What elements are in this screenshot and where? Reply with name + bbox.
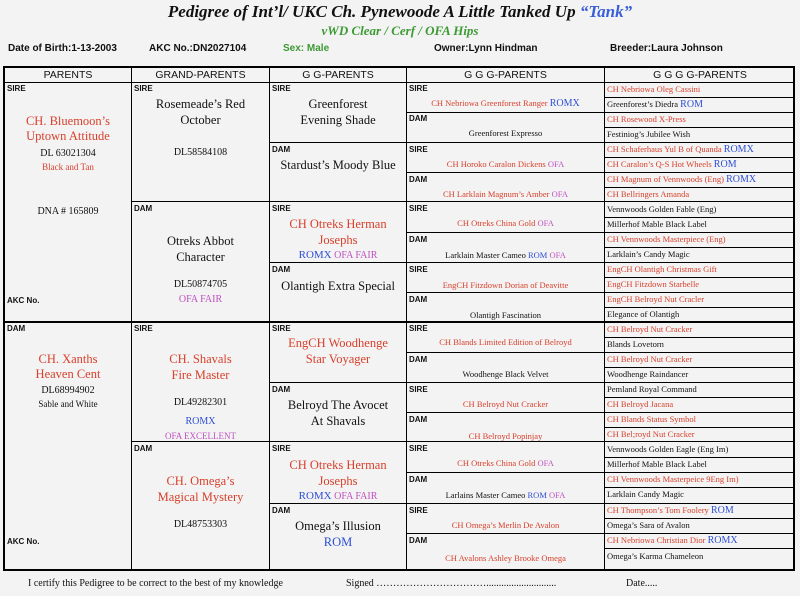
gggg26-name: Millerhof Mable Black Label <box>607 459 707 469</box>
ggg5-label: SIRE <box>409 204 428 213</box>
gggg9-name: Vennwoods Golden Fable (Eng) <box>607 204 717 214</box>
gp-sd-name-line1: Otreks Abbot <box>166 234 234 248</box>
ggg1 <box>407 98 604 109</box>
gggg14-name: EngCH Fitzdown Starbelle <box>607 279 700 289</box>
ggg4-cert: OFA <box>551 189 568 199</box>
ggg3 <box>407 159 604 169</box>
gggg6-cert: ROM <box>713 159 737 170</box>
ggg11-label: SIRE <box>409 385 428 394</box>
gggg7-cert: ROMX <box>726 174 757 185</box>
ggg7-name: EngCH Fitzdown Dorian of Deavitte <box>442 280 569 290</box>
ggg4-name: CH Larklain Magnum’s Amber <box>443 189 550 199</box>
ggg15-name: CH Omega’s Merlin De Avalon <box>451 520 560 530</box>
dam-name-line2: Heaven Cent <box>35 367 101 381</box>
ggg8-label: DAM <box>409 295 428 304</box>
gg8-name: Omega’s Illusion <box>295 519 381 533</box>
gggg8-name: CH Bellringers Amanda <box>607 189 690 199</box>
gggg32-name: Omega’s Karma Chameleon <box>607 551 704 561</box>
gggg20-name: Woodhenge Raindancer <box>607 369 689 379</box>
gp-sd-label: DAM <box>134 204 153 213</box>
gggg6-name: CH Caralon’s Q-S Hot Wheels <box>607 159 712 169</box>
ggg3-cert: OFA <box>547 159 565 169</box>
ggg13-name: CH Otreks China Gold <box>457 458 536 468</box>
ggg16-name: CH Avalons Ashley Brooke Omega <box>445 553 566 563</box>
gg6-name-line2: At Shavals <box>310 414 366 428</box>
dam-akc-label: AKC No. <box>7 537 40 546</box>
gggg31-cert: ROMX <box>707 535 738 546</box>
gggg31 <box>607 535 795 546</box>
gp-dd-name-line1: CH. Omega’s <box>166 474 235 488</box>
ggg10-name: Woodhenge Black Velvet <box>462 369 549 379</box>
gggg28-name: Larklain Candy Magic <box>607 489 684 499</box>
column-header-gg-parents: G G-PARENTS <box>302 69 374 81</box>
ggg5-name: CH Otreks China Gold <box>457 218 536 228</box>
gg3-cert-ofa: OFA FAIR <box>334 250 378 261</box>
gggg21-name: Pemland Royal Command <box>607 384 697 394</box>
gggg31-name: CH Nebriowa Christian Dior <box>607 535 706 545</box>
ggg7-label: SIRE <box>409 265 428 274</box>
column-header-grandparents: GRAND-PARENTS <box>155 69 246 81</box>
gp-ds-registration: DL49282301 <box>173 397 228 408</box>
gg3-name-line1: CH Otreks Herman <box>289 217 387 231</box>
ggg11-name: CH Belroyd Nut Cracker <box>462 399 549 409</box>
gp-sd-registration: DL50874705 <box>173 279 228 290</box>
gp-ds-cert-ofa: OFA EXCELLENT <box>164 431 237 441</box>
column-header-ggg-parents: G G G-PARENTS <box>464 69 547 81</box>
ggg2-name: Greenforest Expresso <box>468 128 543 138</box>
gg5-name-line2: Star Voyager <box>305 352 371 366</box>
gggg4-name: Festiniog’s Jubilee Wish <box>607 129 691 139</box>
title-text: Pedigree of Int’l/ UKC Ch. Pynewoode A Little Tanked Up <box>167 2 576 21</box>
gggg5-name: CH Schaferhaus Yul B of Quanda <box>607 144 722 154</box>
sire-akc-label: AKC No. <box>7 296 40 305</box>
ggg10-label: DAM <box>409 355 428 364</box>
ggg14 <box>407 490 604 500</box>
gggg22-name: CH Belroyd Jacana <box>607 399 674 409</box>
gggg12-name: Larklain’s Candy Magic <box>607 249 690 259</box>
ggg9-name: CH Blands Limited Edition of Belroyd <box>439 337 572 347</box>
sire-label: SIRE <box>7 84 26 93</box>
ggg16-label: DAM <box>409 536 428 545</box>
gggg2-name: Greenforest’s Diedra <box>607 99 679 109</box>
dam-label: DAM <box>7 324 26 333</box>
gp-sd-name-line2: Character <box>176 250 225 264</box>
gggg27-name: CH Vennwoods Masterpeice 9Eng Im) <box>607 474 739 484</box>
gg3-label: SIRE <box>272 204 291 213</box>
ggg5-cert: OFA <box>537 218 554 228</box>
ggg8-name: Olantigh Fascination <box>469 310 542 320</box>
signature-line: Signed ……………………………............................ <box>346 578 557 589</box>
owner: Owner:Lynn Hindman <box>434 43 538 54</box>
ggg3-label: SIRE <box>409 145 428 154</box>
gp-dd-name-line2: Magical Mystery <box>157 490 244 504</box>
gp-ds-cert-romx: ROMX <box>185 416 216 427</box>
gggg6 <box>607 159 795 170</box>
ggg14-label: DAM <box>409 475 428 484</box>
gg7-certs <box>270 490 406 502</box>
gp-dd-registration: DL48753303 <box>173 519 228 530</box>
dam-registration: DL68994902 <box>41 385 95 396</box>
breeder: Breeder:Laura Johnson <box>610 43 723 54</box>
gggg5 <box>607 144 795 155</box>
gp-ss-name-line1: Rosemeade’s Red <box>155 97 246 111</box>
akc-number: AKC No.:DN2027104 <box>149 43 247 54</box>
gg1-name-line2: Evening Shade <box>300 113 376 127</box>
ggg13 <box>407 458 604 468</box>
gg4-name: Olantigh Extra Special <box>281 279 395 293</box>
certification-statement: I certify this Pedigree to be correct to the best of my knowledge <box>28 578 283 589</box>
sex: Sex: Male <box>283 43 330 54</box>
ggg12-name: CH Belroyd Popinjay <box>468 431 543 441</box>
ggg6 <box>407 250 604 260</box>
gggg23-name: CH Blands Status Symbol <box>607 414 697 424</box>
gggg25-name: Vennwoods Golden Eagle (Eng Im) <box>607 444 729 454</box>
gggg15-name: EngCH Belroyd Nut Cracler <box>607 294 705 304</box>
ggg5 <box>407 218 604 228</box>
ggg9-label: SIRE <box>409 324 428 333</box>
gp-ds-name-line1: CH. Shavals <box>169 352 232 366</box>
gg7-cert-ofa: OFA FAIR <box>334 491 378 502</box>
column-header-parents: PARENTS <box>43 69 93 81</box>
sire-name-line1: CH. Bluemoon’s <box>25 114 111 128</box>
gp-ss-name-line2: October <box>180 113 221 127</box>
dam-color: Sable and White <box>38 399 98 409</box>
sire-dna: DNA # 165809 <box>37 206 99 217</box>
gggg17-name: CH Belroyd Nut Cracker <box>607 324 693 334</box>
gggg13-name: EngCH Olantigh Christmas Gift <box>607 264 717 274</box>
gggg30-name: Omega’s Sara of Avalon <box>607 520 690 530</box>
gg7-name-line1: CH Otreks Herman <box>289 458 387 472</box>
sire-color: Black and Tan <box>42 162 94 172</box>
ggg15-label: SIRE <box>409 506 428 515</box>
ggg13-cert: OFA <box>537 458 554 468</box>
gg6-label: DAM <box>272 385 291 394</box>
gggg5-cert: ROMX <box>723 144 754 155</box>
gg5-label: SIRE <box>272 324 291 333</box>
gp-dd-label: DAM <box>134 444 153 453</box>
gg2-label: DAM <box>272 145 291 154</box>
ggg2-label: DAM <box>409 114 428 123</box>
gggg16-name: Elegance of Olantigh <box>607 309 680 319</box>
ggg6-name: Larklain Master Cameo <box>445 250 526 260</box>
gggg7-name: CH Magnum of Vennwoods (Eng) <box>607 174 724 184</box>
gggg29 <box>607 505 795 516</box>
ggg12-label: DAM <box>409 415 428 424</box>
sire-name-line2: Uptown Attitude <box>26 129 110 143</box>
pedigree-title <box>0 2 800 22</box>
ggg1-name: CH Nebriowa Greenforest Ranger <box>431 98 548 108</box>
sire-registration: DL 63021304 <box>40 148 96 159</box>
ggg14-cert-rom: ROM <box>527 490 547 500</box>
gggg2-cert: ROM <box>680 99 703 110</box>
ggg4-label: DAM <box>409 175 428 184</box>
ggg4 <box>407 189 604 199</box>
gg6-name-line1: Belroyd The Avocet <box>287 398 389 412</box>
ggg1-label: SIRE <box>409 84 428 93</box>
gggg3-name: CH Rosewood X-Press <box>607 114 686 124</box>
health-clearances: vWD Clear / Cerf / OFA Hips <box>321 23 479 38</box>
gg1-label: SIRE <box>272 84 291 93</box>
ggg14-name: Larlains Master Cameo <box>445 490 526 500</box>
ggg6-cert-ofa: OFA <box>549 250 566 260</box>
gggg1-name: CH Nebriowa Oleg Cassini <box>607 84 701 94</box>
column-header-gggg-parents: G G G G-PARENTS <box>653 69 747 81</box>
gg7-cert-romx: ROMX <box>298 490 332 502</box>
gp-ss-label: SIRE <box>134 84 153 93</box>
ggg14-cert-ofa: OFA <box>549 490 566 500</box>
gggg7 <box>607 174 795 185</box>
gg3-cert-romx: ROMX <box>298 249 332 261</box>
ggg6-cert-rom: ROM <box>527 250 548 260</box>
ggg13-label: SIRE <box>409 444 428 453</box>
ggg1-cert: ROMX <box>549 98 580 109</box>
gg8-label: DAM <box>272 506 291 515</box>
ggg6-label: DAM <box>409 235 428 244</box>
gggg29-cert: ROM <box>710 505 734 516</box>
gggg2 <box>607 99 795 110</box>
gg3-name-line2: Josephs <box>318 233 358 247</box>
gp-ss-registration: DL58584108 <box>173 147 228 158</box>
gggg29-name: CH Thompson’s Tom Foolery <box>607 505 709 515</box>
gggg18-name: Blands Lovetorn <box>607 339 664 349</box>
gg2-name: Stardust’s Moody Blue <box>280 158 396 172</box>
gp-ds-name-line2: Fire Master <box>171 368 230 382</box>
gggg19-name: CH Belroyd Nut Cracker <box>607 354 693 364</box>
gp-ds-label: SIRE <box>134 324 153 333</box>
gg8-cert-rom: ROM <box>323 535 353 549</box>
gg3-certs <box>270 249 406 261</box>
gg7-name-line2: Josephs <box>318 474 358 488</box>
gg7-label: SIRE <box>272 444 291 453</box>
ggg3-name: CH Horoko Caralon Dickens <box>446 159 546 169</box>
nickname: “Tank” <box>579 2 633 21</box>
date-of-birth: Date of Birth:1-13-2003 <box>8 43 117 54</box>
gp-sd-cert: OFA FAIR <box>178 294 223 305</box>
gggg24-name: CH Bel;royd Nut Cracker <box>607 429 695 439</box>
gg1-name-line1: Greenforest <box>308 97 368 111</box>
gggg11-name: CH Vennwoods Masterpiece (Eng) <box>607 234 726 244</box>
dam-name-line1: CH. Xanths <box>38 352 98 366</box>
date-line: Date..... <box>626 578 658 589</box>
gg5-name-line1: EngCH Woodhenge <box>288 336 388 350</box>
gggg10-name: Millerhof Mable Black Label <box>607 219 707 229</box>
gg4-label: DAM <box>272 265 291 274</box>
